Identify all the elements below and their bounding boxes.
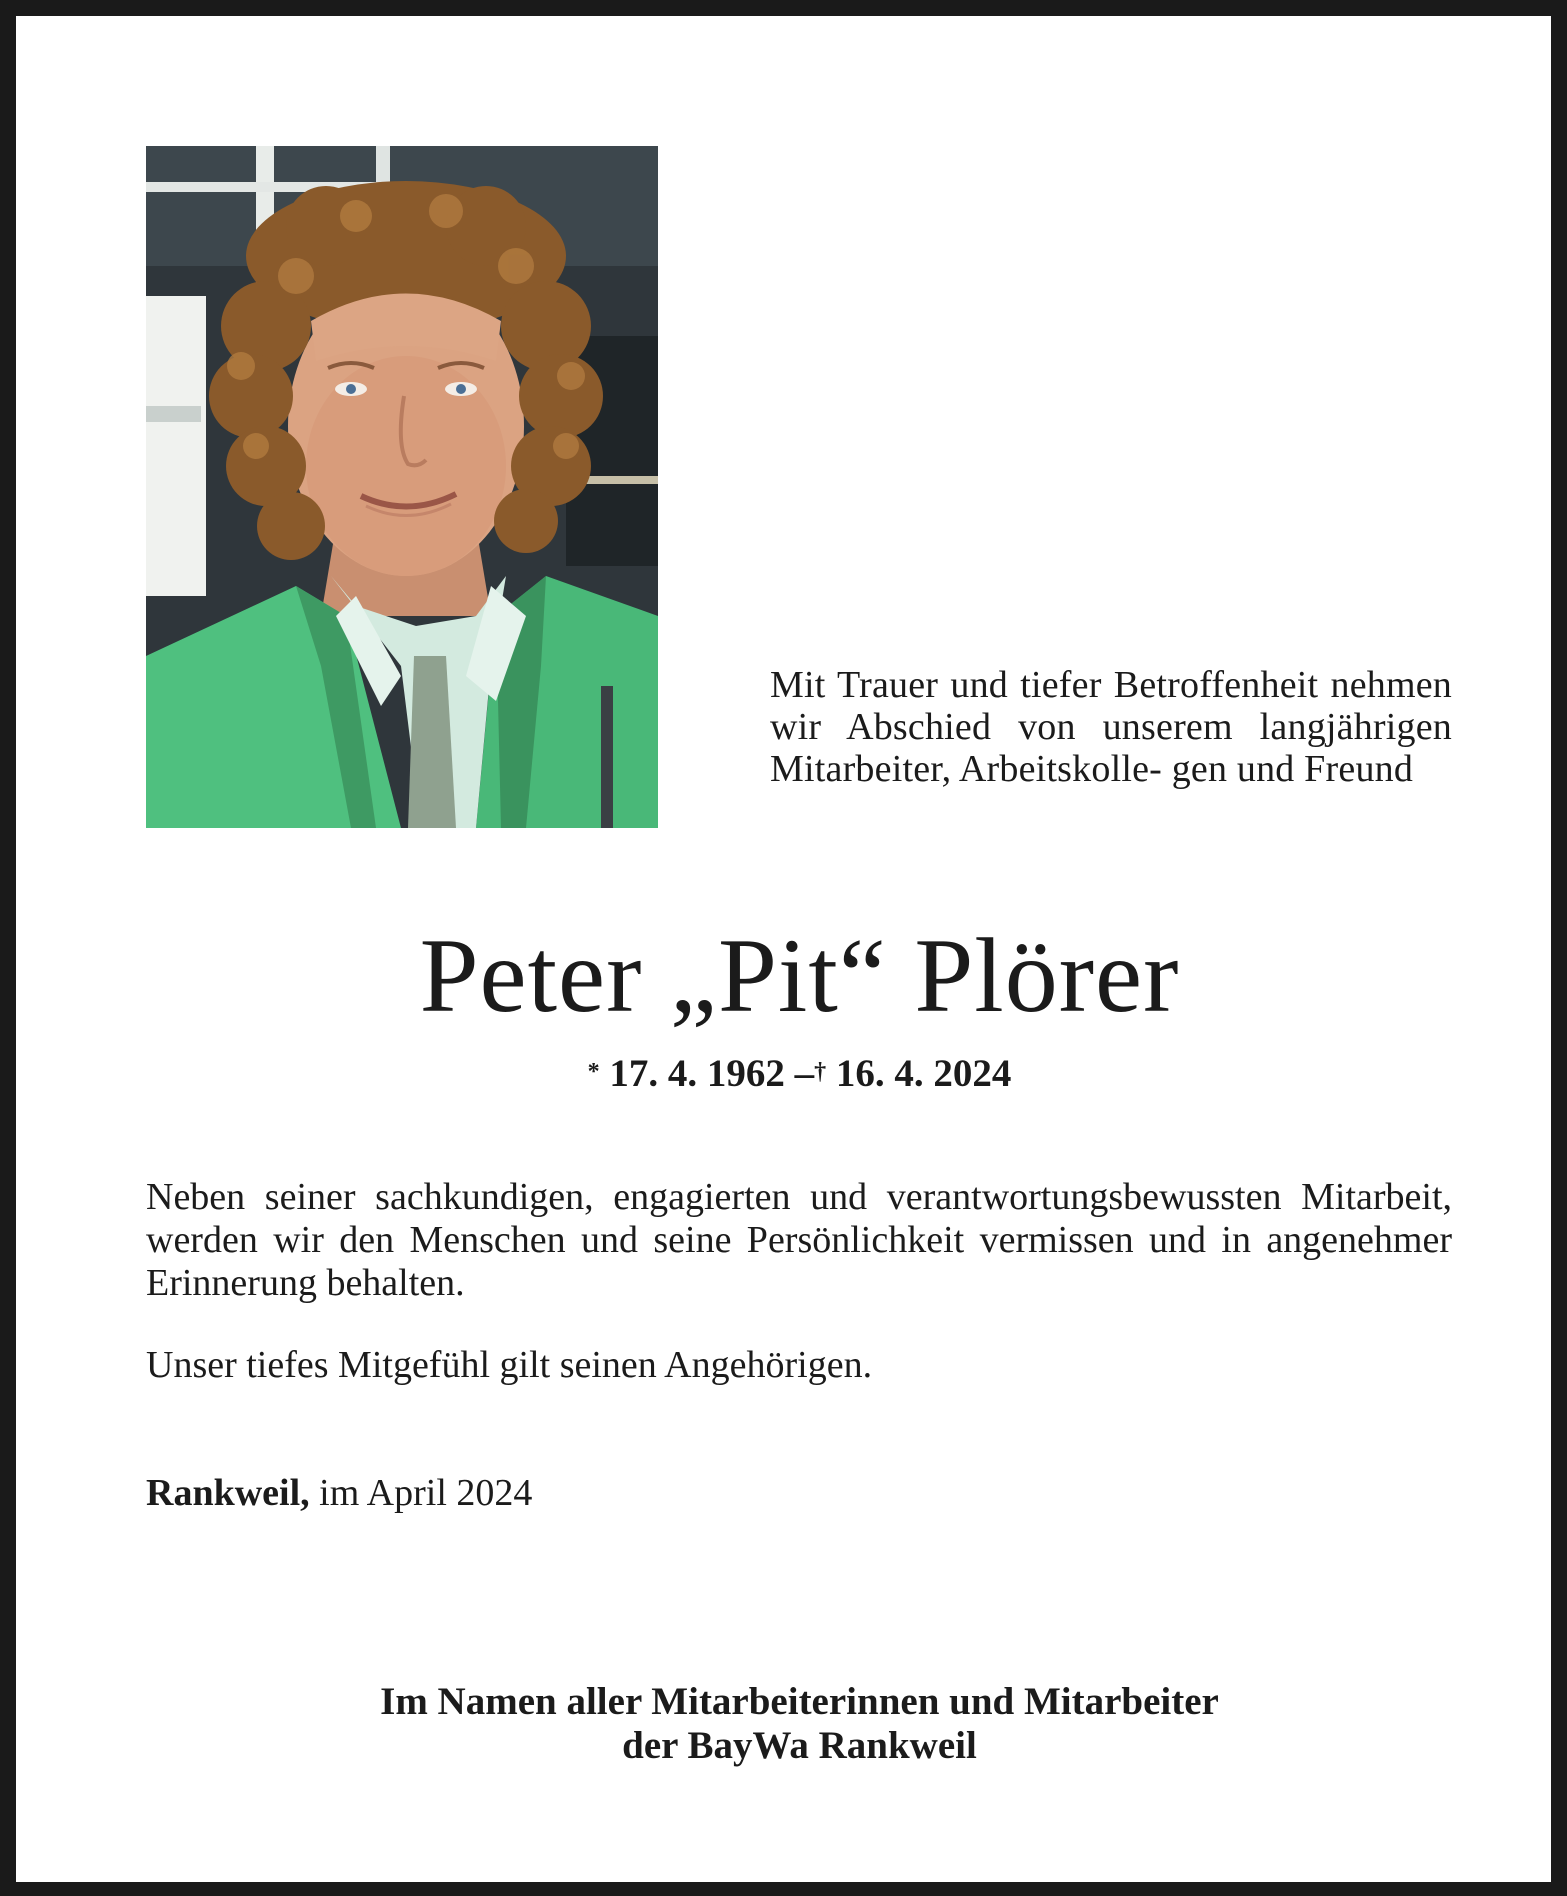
signoff (16, 1680, 1567, 1768)
date: im April 2024 (319, 1472, 533, 1514)
place-date (146, 1472, 1452, 1515)
sympathy-line: Unser tiefes Mitgefühl gilt seinen Angehörigen. (146, 1344, 873, 1386)
signoff-line-1: Im Namen aller Mitarbeiterinnen und Mitarbeiter (380, 1680, 1219, 1723)
intro-line: langjährigen Mitarbeiter, Arbeitskolle- (770, 706, 1452, 790)
tribute-paragraph: Neben seiner sachkundigen, engagierten und verantwortungsbewussten Mitarbeit, werden wir den Menschen und seine Persönlichkeit vermissen und in angenehmer Erinnerung behalten. (146, 1176, 1452, 1304)
deceased-name: Peter „Pit“ Plörer (419, 917, 1180, 1034)
portrait-photo (146, 146, 658, 828)
place: Rankweil, (146, 1472, 310, 1514)
intro-line: nehmen wir Abschied von unserem (770, 664, 1453, 748)
birth-symbol: * (587, 1059, 600, 1085)
intro-line: gen und Freund (1171, 748, 1414, 790)
date-separator: – (794, 1052, 815, 1095)
death-date: 16. 4. 2024 (835, 1052, 1012, 1095)
birth-date: 17. 4. 1962 (609, 1052, 785, 1095)
intro-text (770, 664, 1452, 790)
life-dates (16, 1049, 1567, 1099)
signoff-line-2: der BayWa Rankweil (622, 1724, 977, 1767)
death-symbol: † (814, 1059, 827, 1085)
intro-line: Mit Trauer und tiefer Betroffenheit (770, 664, 1319, 706)
